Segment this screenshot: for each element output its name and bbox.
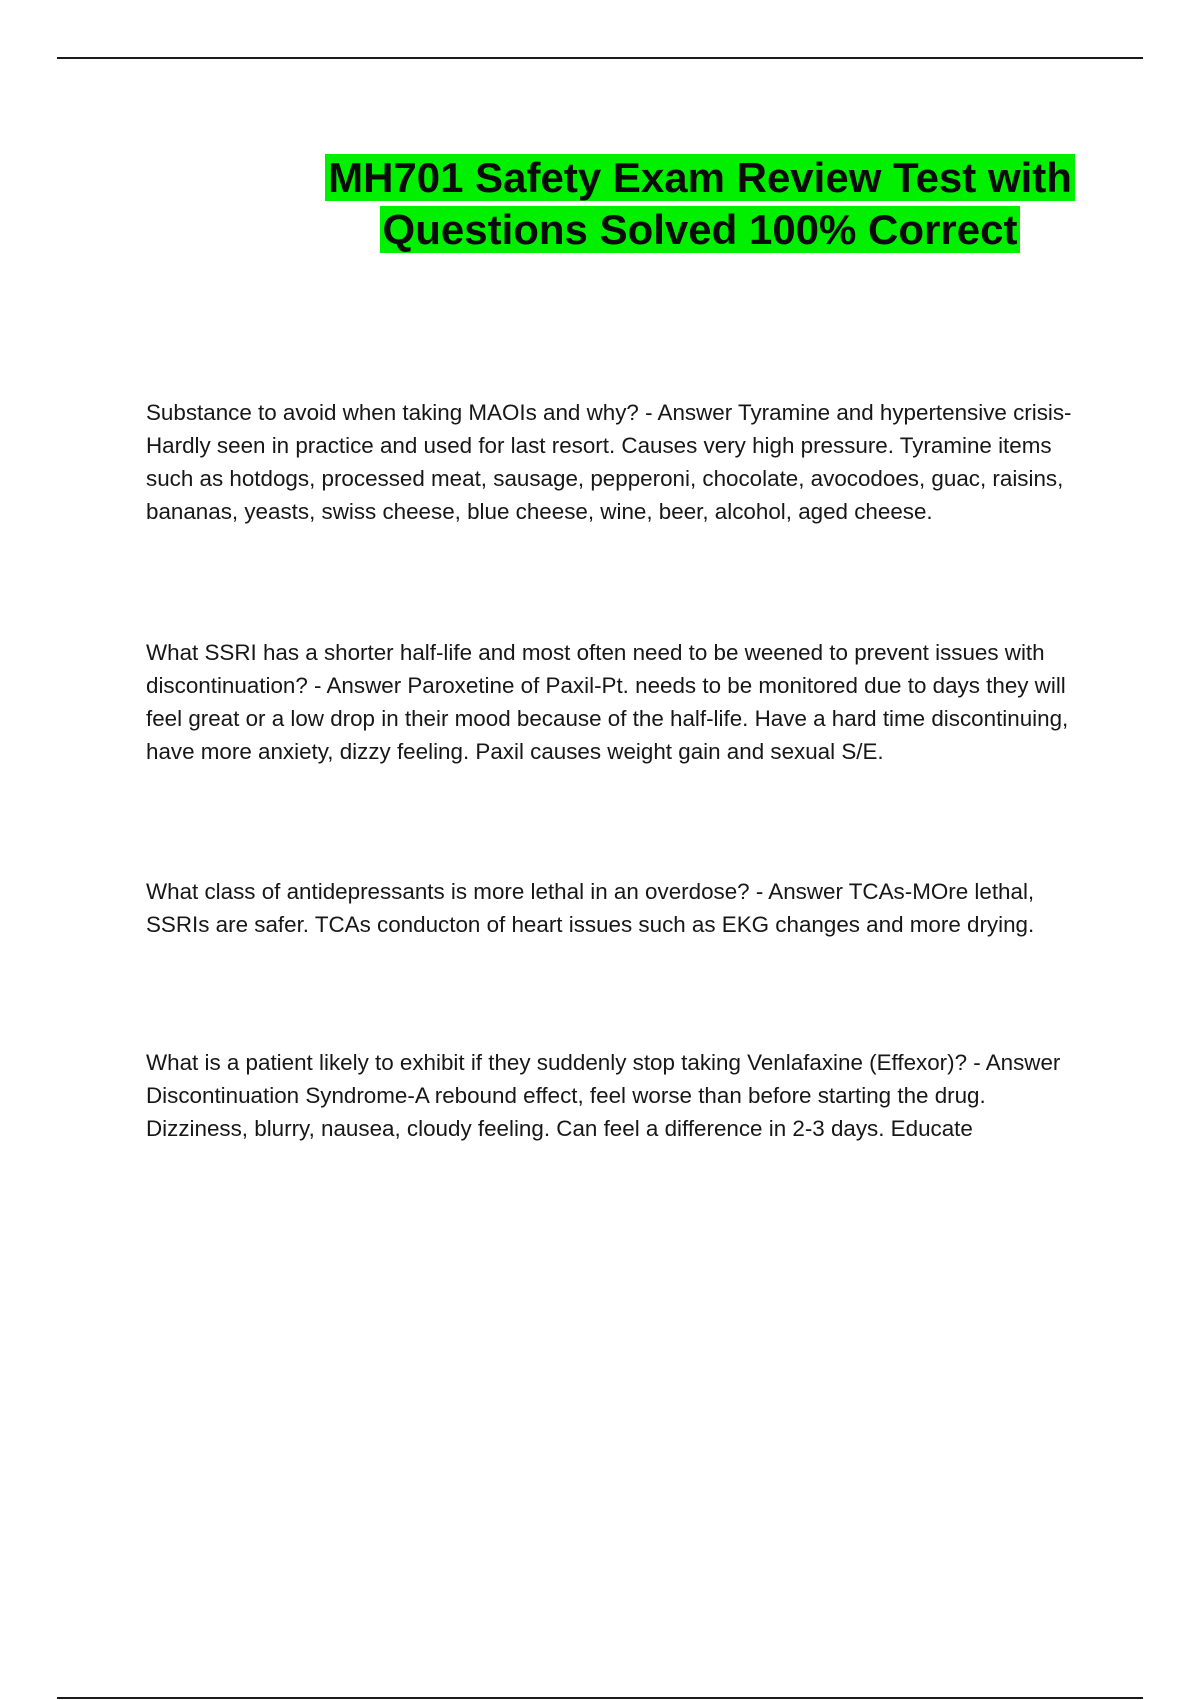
qa-entry-antidepressant-overdose: What class of antidepressants is more lethal in an overdose? - Answer TCAs-MOre lethal, SSRIs are safer. TCAs conducton of heart issues such as EKG changes and more drying. xyxy=(146,879,1035,937)
qa-entry-ssri-half-life: What SSRI has a shorter half-life and most often need to be weened to prevent issues with discontinuation? - Answer Paroxetine of Paxil-Pt. needs to be monitored due to days they will feel great or a low drop in their mood because of the half-life. Have a hard time discontinuing, have more anxiety, dizzy feeling. Paxil causes weight gain and sexual S/E. xyxy=(146,640,1069,764)
top-rule xyxy=(57,57,1143,59)
document-title xyxy=(320,152,1080,256)
qa-entry-maois: Substance to avoid when taking MAOIs and why? - Answer Tyramine and hypertensive crisis-Hardly seen in practice and used for last resort. Causes very high pressure. Tyramine items such as hotdogs, processed meat, sausage, pepperoni, chocolate, avocodoes, guac, raisins, bananas, yeasts, swiss cheese, blue cheese, wine, beer, alcohol, aged cheese. xyxy=(146,400,1072,524)
title-line-1: MH701 Safety Exam Review Test with xyxy=(325,154,1075,201)
bottom-rule xyxy=(57,1697,1143,1699)
title-line-2: Questions Solved 100% Correct xyxy=(380,206,1021,253)
qa-entry-venlafaxine: What is a patient likely to exhibit if they suddenly stop taking Venlafaxine (Effexor)? - Answer Discontinuation Syndrome-A rebound effect, feel worse than before starting the drug. Dizziness, blurry, nausea, cloudy feeling. Can feel a difference in 2-3 days. Educate xyxy=(146,1050,1061,1141)
